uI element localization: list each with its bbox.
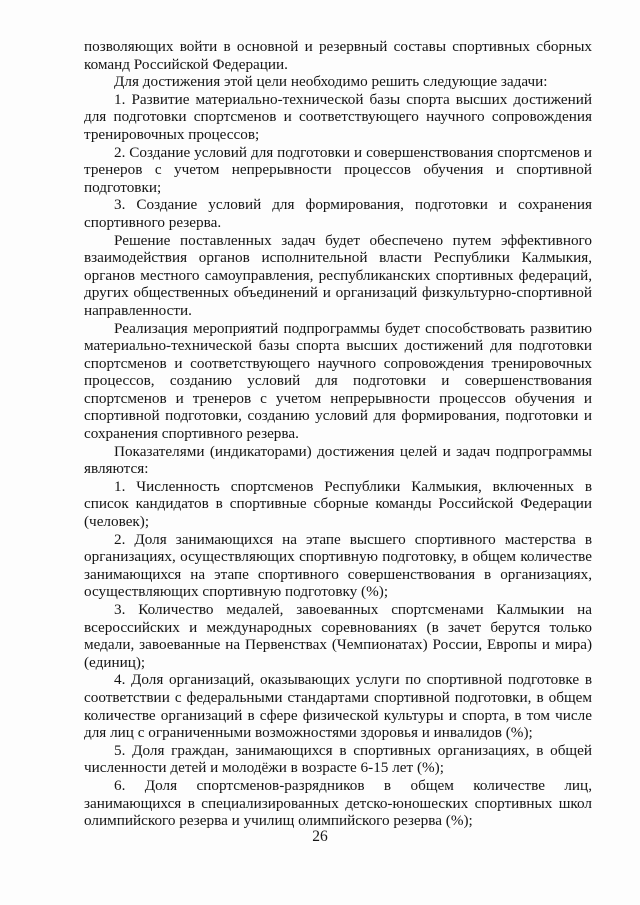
paragraph-indicator-6: 6. Доля спортсменов-разрядников в общем количестве лиц, занимающихся в специализированных детско-юношеских спортивных школ олимпийского резерва и училищ олимпийского резерва (%); (84, 776, 592, 830)
page-number: 26 (312, 828, 328, 845)
paragraph-task-2: 2. Создание условий для подготовки и совершенствования спортсменов и тренеров с учетом непрерывности процессов обучения и спортивной подготовки; (84, 143, 592, 196)
body-text (84, 38, 592, 830)
paragraph-solution: Решение поставленных задач будет обеспечено путем эффективного взаимодействия органов исполнительной власти Республики Калмыкия, органов местного самоуправления, республиканских спортивных федераций, других общественных объединений и организаций физкультурно-спортивной направленности. (84, 231, 592, 319)
paragraph-task-1: 1. Развитие материально-технической базы спорта высших достижений для подготовки спортсменов и соответствующего научного сопровождения тренировочных процессов; (84, 90, 592, 143)
paragraph-continuation: позволяющих войти в основной и резервный составы спортивных сборных команд Российской Федерации. (84, 38, 592, 73)
paragraph-indicator-2: 2. Доля занимающихся на этапе высшего спортивного мастерства в организациях, осуществляющих спортивную подготовку, в общем количестве занимающихся на этапе спортивного совершенствования в организациях, осуществляющих спортивную подготовку (%); (84, 530, 592, 601)
paragraph-indicator-3: 3. Количество медалей, завоеванных спортсменами Калмыкии на всероссийских и международных соревнованиях (в зачет берутся только медали, завоеванные на Первенствах (Чемпионатах) России, Европы и мира) (единиц); (84, 601, 592, 671)
paragraph-tasks-intro: Для достижения этой цели необходимо решить следующие задачи: (114, 73, 548, 91)
paragraph-implementation: Реализация мероприятий подпрограммы будет способствовать развитию материально-технической базы спорта высших достижений для подготовки спортсменов и соответствующего научного сопровождения тренировочных процессов, созданию условий для подготовки и совершенствования спортсменов и тренеров с учетом непрерывности процессов обучения и спортивной подготовки, созданию условий для формирования, подготовки и сохранения спортивного резерва. (84, 319, 592, 443)
paragraph-indicator-4: 4. Доля организаций, оказывающих услуги по спортивной подготовке в соответствии с федеральными стандартами спортивной подготовки, в общем количестве организаций в сфере физической культуры и спорта, в том числе для лиц с ограниченными возможностями здоровья и инвалидов (%); (84, 671, 592, 742)
paragraph-task-3: 3. Создание условий для формирования, подготовки и сохранения спортивного резерва. (84, 196, 592, 231)
paragraph-indicator-1: 1. Численность спортсменов Республики Калмыкия, включенных в список кандидатов в спортивные сборные команды Российской Федерации (человек); (84, 477, 592, 531)
paragraph-indicator-5: 5. Доля граждан, занимающихся в спортивных организациях, в общей численности детей и молодёжи в возрасте 6-15 лет (%); (84, 741, 592, 777)
paragraph-indicators-intro: Показателями (индикаторами) достижения целей и задач подпрограммы являются: (84, 442, 592, 478)
